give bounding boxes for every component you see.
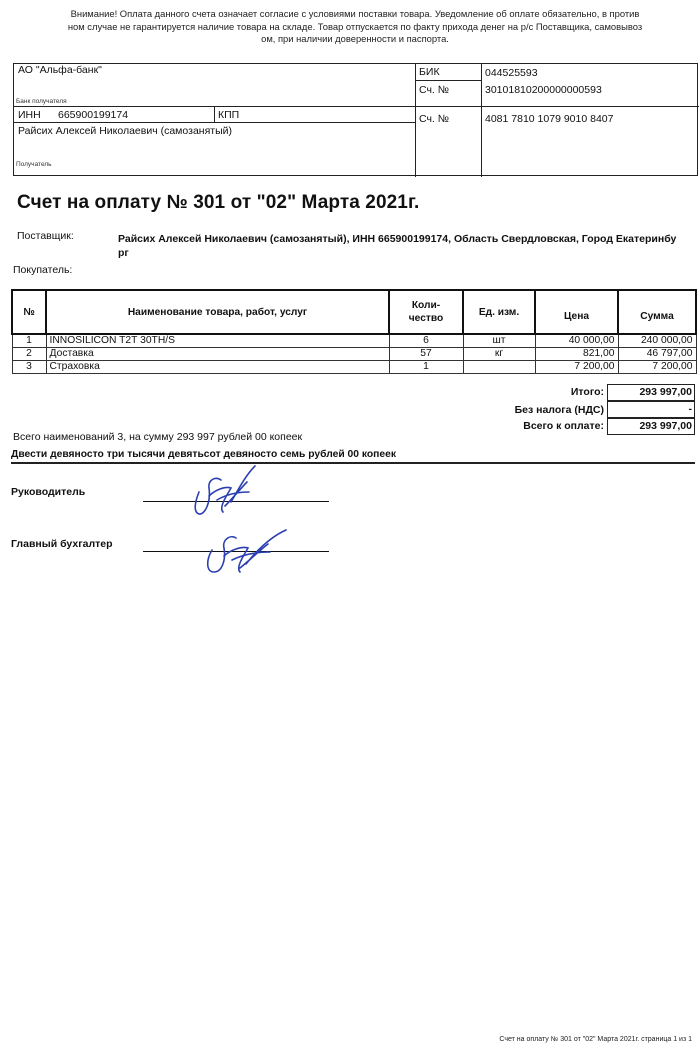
row-qty: 6 [389, 334, 463, 348]
payee-label: Получатель [16, 161, 52, 168]
items-table [11, 289, 697, 374]
kpp-label: КПП [218, 109, 240, 121]
account-value: 4081 7810 1079 9010 8407 [485, 113, 614, 125]
vat-value: - [607, 401, 695, 418]
row-name: INNOSILICON T2T 30TH/S [46, 334, 389, 348]
supplier-line-1: Райсих Алексей Николаевич (самозанятый), ИНН 665900199174, Область Свердловская, Город Екатеринбу [118, 233, 677, 245]
row-price: 821,00 [535, 348, 618, 361]
table-row [12, 334, 696, 348]
due-label: Всего к оплате: [523, 420, 604, 432]
table-row [12, 361, 696, 374]
due-value: 293 997,00 [607, 418, 695, 435]
col-unit-header: Ед. изм. [463, 290, 535, 334]
row-qty: 1 [389, 361, 463, 374]
row-sum: 7 200,00 [618, 361, 696, 374]
payment-notice [60, 8, 650, 46]
amount-in-words: Двести девяносто три тысячи девятьсот девяносто семь рублей 00 копеек [11, 449, 396, 460]
row-unit: кг [463, 348, 535, 361]
row-num: 1 [12, 334, 46, 348]
items-header-row [12, 290, 696, 334]
row-unit [463, 361, 535, 374]
inn-value: 665900199174 [58, 109, 129, 121]
col-num-header: № [12, 290, 46, 334]
row-num: 3 [12, 361, 46, 374]
row-num: 2 [12, 348, 46, 361]
notice-line-1: Внимание! Оплата данного счета означает согласие с условиями поставки товара. Уведомление об оплате обязательно, в против [70, 8, 640, 19]
col-qty-header-line1: Коли- [411, 300, 441, 311]
invoice-title: Счет на оплату № 301 от "02" Марта 2021г. [17, 192, 420, 213]
inn-label: ИНН [18, 109, 41, 121]
corr-account-label: Сч. № [419, 84, 450, 96]
total-label: Итого: [570, 386, 604, 398]
col-name-header: Наименование товара, работ, услуг [46, 290, 389, 334]
director-label: Руководитель [11, 486, 86, 498]
supplier-label: Поставщик: [17, 230, 74, 242]
row-qty: 57 [389, 348, 463, 361]
bik-label: БИК [419, 66, 440, 78]
vat-label: Без налога (НДС) [514, 404, 604, 416]
row-price: 7 200,00 [535, 361, 618, 374]
supplier-line-2: рг [118, 247, 129, 259]
col-sum-header: Сумма [618, 290, 696, 334]
accountant-signature [198, 524, 293, 582]
bank-name: АО "Альфа-банк" [18, 64, 102, 76]
buyer-label: Покупатель: [13, 264, 73, 276]
director-signature [185, 462, 265, 524]
col-qty-header [389, 290, 463, 334]
row-price: 40 000,00 [535, 334, 618, 348]
corr-account-value: 30101810200000000593 [485, 84, 602, 96]
bank-requisites [13, 63, 698, 176]
accountant-label: Главный бухгалтер [11, 538, 113, 550]
payee-name: Райсих Алексей Николаевич (самозанятый) [18, 125, 232, 137]
row-name: Доставка [46, 348, 389, 361]
row-sum: 240 000,00 [618, 334, 696, 348]
account-label: Сч. № [419, 113, 450, 125]
bank-label: Банк получателя [16, 98, 67, 105]
notice-line-3: ом, при наличии доверенности и паспорта. [261, 33, 449, 45]
total-value: 293 997,00 [607, 384, 695, 401]
row-sum: 46 797,00 [618, 348, 696, 361]
summary-divider [11, 462, 695, 464]
supplier-details [118, 232, 693, 260]
page-footer: Счет на оплату № 301 от "02" Марта 2021г. страница 1 из 1 [499, 1036, 692, 1043]
row-unit: шт [463, 334, 535, 348]
col-qty-header-line2: чество [408, 313, 444, 324]
table-row [12, 348, 696, 361]
items-count-summary: Всего наименований 3, на сумму 293 997 рублей 00 копеек [13, 431, 303, 443]
col-price-header: Цена [535, 290, 618, 334]
notice-line-2: ном случае не гарантируется наличие товара на складе. Товар отпускается по факту прихода денег на р/с Поставщика, самовывоз [67, 20, 643, 32]
row-name: Страховка [46, 361, 389, 374]
bik-value: 044525593 [485, 67, 538, 79]
